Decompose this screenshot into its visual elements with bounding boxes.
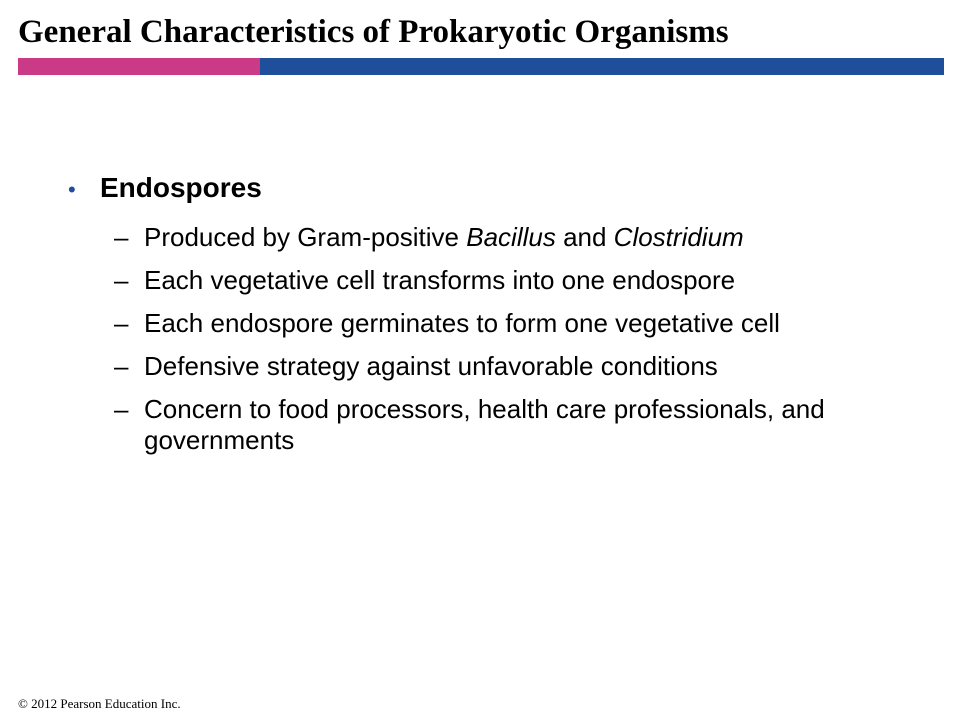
sub-bullet-item — [114, 308, 924, 339]
bullet-endospores — [68, 172, 262, 204]
sub-bullet-item — [114, 351, 924, 382]
genus-clostridium: Clostridium — [613, 222, 744, 252]
dash-icon: – — [114, 265, 129, 295]
title-underline-bar — [18, 58, 944, 75]
dash-icon: – — [114, 351, 129, 381]
sub-bullet-item — [114, 265, 924, 296]
title-bar-pink-segment — [18, 58, 260, 75]
dash-icon: – — [114, 222, 129, 252]
dash-icon: – — [114, 308, 129, 338]
sub-bullet-item — [114, 222, 924, 253]
sub-bullet-list — [114, 222, 924, 468]
copyright-footer: © 2012 Pearson Education Inc. — [18, 696, 181, 711]
slide-title: General Characteristics of Prokaryotic Organisms — [18, 14, 729, 50]
sub-bullet-text: Defensive strategy against unfavorable conditions — [144, 351, 718, 381]
sub-bullet-text: Concern to food processors, health care professionals, and governments — [144, 394, 825, 455]
text-run: and — [555, 222, 614, 252]
sub-bullet-text: Each vegetative cell transforms into one endospore — [144, 265, 736, 295]
bullet-heading: Endospores — [100, 172, 262, 203]
sub-bullet-text — [144, 222, 924, 253]
sub-bullet-item — [114, 394, 924, 456]
dash-icon: – — [114, 394, 129, 424]
sub-bullet-text: Each endospore germinates to form one vegetative cell — [144, 308, 780, 338]
genus-bacillus: Bacillus — [466, 222, 556, 252]
text-run: Produced by Gram-positive — [144, 222, 467, 252]
bullet-dot-icon: • — [68, 177, 76, 202]
title-bar-blue-segment — [260, 58, 944, 75]
